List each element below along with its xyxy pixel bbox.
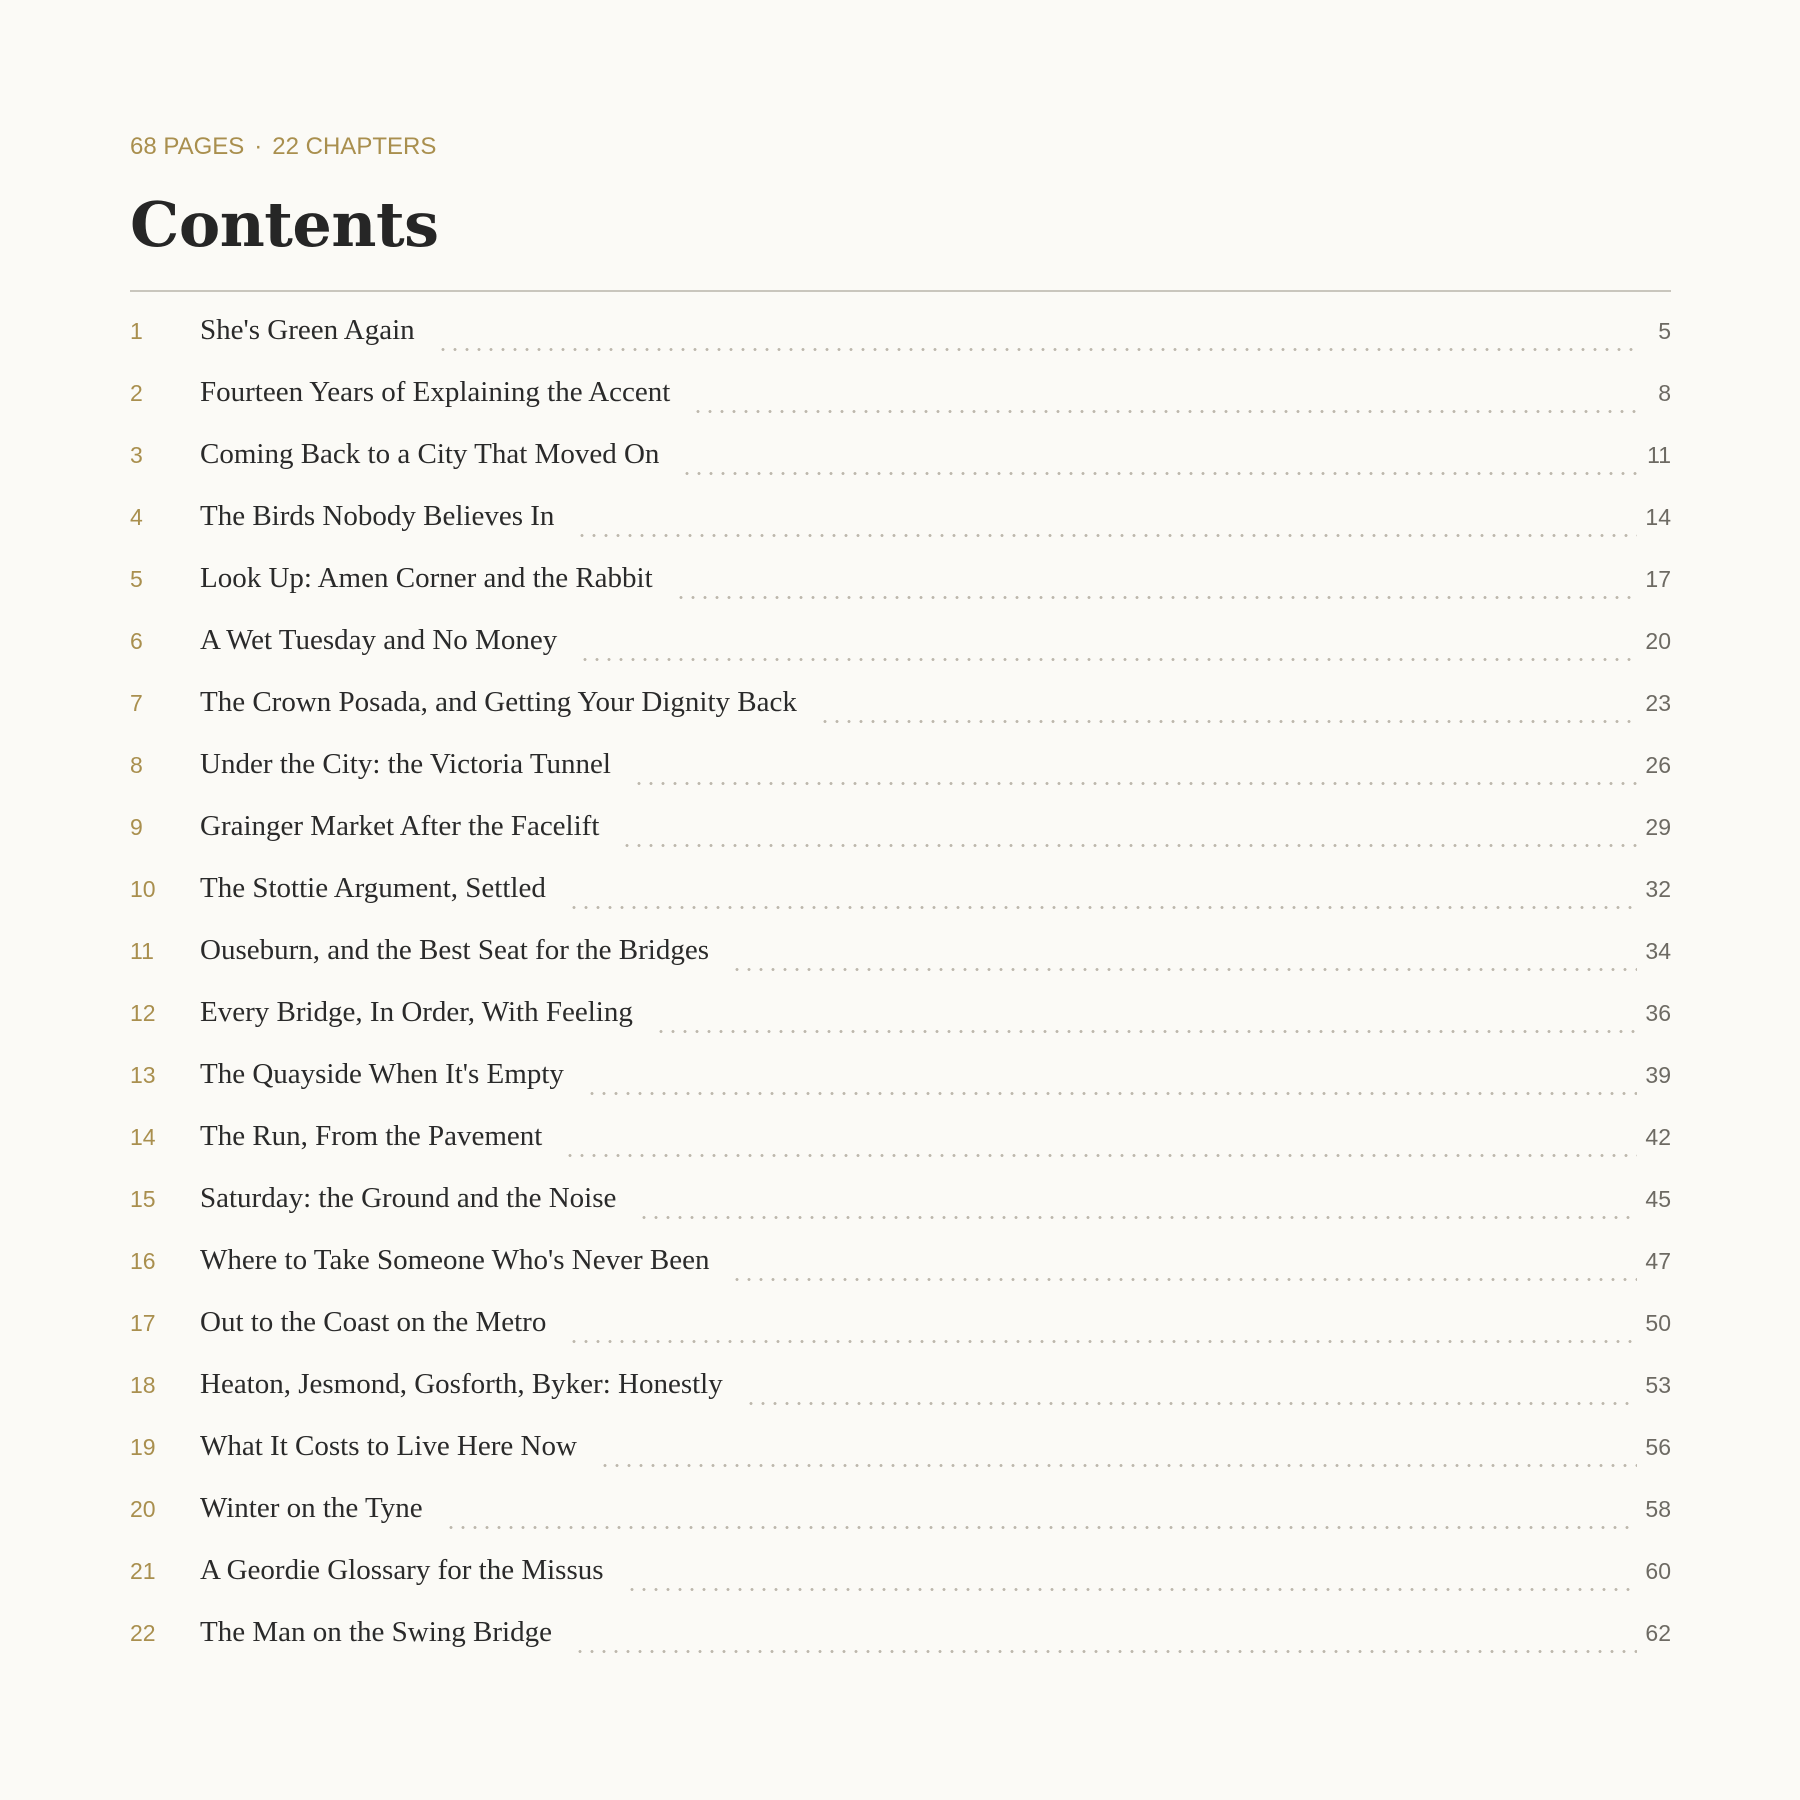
dot-leader: [568, 1340, 1637, 1343]
toc-entry[interactable]: [130, 996, 1671, 1058]
chapter-page-number: 23: [1645, 690, 1671, 716]
chapter-number: 20: [130, 1496, 156, 1522]
chapter-page-number: 32: [1645, 876, 1671, 902]
chapter-title[interactable]: The Quayside When It's Empty: [200, 1058, 564, 1090]
page-title: Contents: [130, 188, 439, 261]
toc-entry[interactable]: [130, 314, 1671, 376]
dot-leader: [568, 906, 1638, 909]
chapter-page-number: 62: [1645, 1620, 1671, 1646]
dot-leader: [586, 1092, 1638, 1095]
chapter-page-number: 20: [1645, 628, 1671, 654]
book-meta: [130, 132, 436, 162]
chapter-page-number: 56: [1645, 1434, 1671, 1460]
toc-entry[interactable]: [130, 438, 1671, 500]
chapter-title[interactable]: Grainger Market After the Facelift: [200, 810, 600, 842]
chapter-number: 8: [130, 752, 143, 778]
dot-leader: [621, 844, 1637, 847]
chapter-title[interactable]: Winter on the Tyne: [200, 1492, 423, 1524]
dot-leader: [655, 1030, 1638, 1033]
toc-entry[interactable]: [130, 1430, 1671, 1492]
chapter-number: 22: [130, 1620, 156, 1646]
chapter-number: 10: [130, 876, 156, 902]
toc-entry[interactable]: [130, 1368, 1671, 1430]
dot-leader: [675, 596, 1638, 599]
chapter-page-number: 29: [1645, 814, 1671, 840]
chapter-number: 2: [130, 380, 143, 406]
toc-entry[interactable]: [130, 376, 1671, 438]
toc-entry[interactable]: [130, 934, 1671, 996]
chapter-number: 7: [130, 690, 143, 716]
dot-leader: [626, 1588, 1638, 1591]
chapter-number: 13: [130, 1062, 156, 1088]
toc-entry[interactable]: [130, 1120, 1671, 1182]
chapter-page-number: 5: [1658, 318, 1671, 344]
chapter-number: 11: [130, 938, 154, 964]
chapter-title[interactable]: The Stottie Argument, Settled: [200, 872, 546, 904]
chapter-page-number: 45: [1645, 1186, 1671, 1212]
toc-entry[interactable]: [130, 686, 1671, 748]
toc-entry[interactable]: [130, 1616, 1671, 1678]
dot-leader: [731, 968, 1637, 971]
chapter-number: 17: [130, 1310, 156, 1336]
chapter-page-number: 36: [1645, 1000, 1671, 1026]
toc-entry[interactable]: [130, 1554, 1671, 1616]
dot-leader: [819, 720, 1638, 723]
chapter-title[interactable]: What It Costs to Live Here Now: [200, 1430, 577, 1462]
chapter-number: 3: [130, 442, 143, 468]
chapter-title[interactable]: Saturday: the Ground and the Noise: [200, 1182, 617, 1214]
toc-entry[interactable]: [130, 810, 1671, 872]
page-count: 68 PAGES: [130, 133, 245, 160]
toc-entry[interactable]: [130, 624, 1671, 686]
chapter-number: 5: [130, 566, 143, 592]
chapter-title[interactable]: Every Bridge, In Order, With Feeling: [200, 996, 633, 1028]
chapter-page-number: 26: [1645, 752, 1671, 778]
dot-leader: [731, 1278, 1637, 1281]
dot-leader: [745, 1402, 1638, 1405]
chapter-number: 9: [130, 814, 143, 840]
chapter-title[interactable]: Look Up: Amen Corner and the Rabbit: [200, 562, 653, 594]
toc-entry[interactable]: [130, 500, 1671, 562]
dot-leader: [599, 1464, 1637, 1467]
meta-separator: ·: [254, 133, 263, 160]
dot-leader: [681, 472, 1639, 475]
chapter-page-number: 47: [1645, 1248, 1671, 1274]
table-of-contents: [130, 314, 1671, 1678]
chapter-page-number: 42: [1645, 1124, 1671, 1150]
chapter-page-number: 50: [1645, 1310, 1671, 1336]
chapter-page-number: 34: [1645, 938, 1671, 964]
dot-leader: [633, 782, 1637, 785]
chapter-page-number: 60: [1645, 1558, 1671, 1584]
chapter-number: 19: [130, 1434, 156, 1460]
chapter-title[interactable]: The Crown Posada, and Getting Your Dignity Back: [200, 686, 797, 718]
toc-entry[interactable]: [130, 1182, 1671, 1244]
chapter-number: 6: [130, 628, 143, 654]
dot-leader: [579, 658, 1637, 661]
title-divider: [130, 290, 1671, 292]
dot-leader: [638, 1216, 1637, 1219]
chapter-title[interactable]: She's Green Again: [200, 314, 415, 346]
toc-entry[interactable]: [130, 748, 1671, 810]
toc-entry[interactable]: [130, 872, 1671, 934]
chapter-page-number: 14: [1645, 504, 1671, 530]
dot-leader: [564, 1154, 1637, 1157]
chapter-title[interactable]: The Birds Nobody Believes In: [200, 500, 555, 532]
chapter-title[interactable]: Where to Take Someone Who's Never Been: [200, 1244, 710, 1276]
chapter-page-number: 58: [1645, 1496, 1671, 1522]
chapter-page-number: 17: [1645, 566, 1671, 592]
chapter-number: 1: [130, 318, 143, 344]
chapter-title[interactable]: Under the City: the Victoria Tunnel: [200, 748, 611, 780]
toc-entry[interactable]: [130, 1306, 1671, 1368]
chapter-title[interactable]: Coming Back to a City That Moved On: [200, 438, 660, 470]
chapter-number: 18: [130, 1372, 156, 1398]
chapter-page-number: 11: [1647, 442, 1671, 468]
dot-leader: [576, 534, 1637, 537]
chapter-number: 14: [130, 1124, 156, 1150]
chapter-number: 12: [130, 1000, 156, 1026]
chapter-title[interactable]: Heaton, Jesmond, Gosforth, Byker: Honestly: [200, 1368, 723, 1400]
chapter-page-number: 39: [1645, 1062, 1671, 1088]
dot-leader: [692, 410, 1639, 413]
toc-entry[interactable]: [130, 1058, 1671, 1120]
chapter-count: 22 CHAPTERS: [272, 133, 437, 160]
chapter-title[interactable]: Out to the Coast on the Metro: [200, 1306, 547, 1338]
chapter-number: 4: [130, 504, 143, 530]
chapter-title[interactable]: The Run, From the Pavement: [200, 1120, 543, 1152]
chapter-title[interactable]: Fourteen Years of Explaining the Accent: [200, 376, 671, 408]
chapter-title[interactable]: The Man on the Swing Bridge: [200, 1616, 552, 1648]
dot-leader: [445, 1526, 1638, 1529]
toc-entry[interactable]: [130, 1244, 1671, 1306]
chapter-title[interactable]: A Geordie Glossary for the Missus: [200, 1554, 604, 1586]
chapter-page-number: 53: [1645, 1372, 1671, 1398]
toc-entry[interactable]: [130, 562, 1671, 624]
chapter-page-number: 8: [1658, 380, 1671, 406]
dot-leader: [574, 1650, 1637, 1653]
toc-entry[interactable]: [130, 1492, 1671, 1554]
chapter-title[interactable]: A Wet Tuesday and No Money: [200, 624, 558, 656]
chapter-number: 21: [130, 1558, 156, 1584]
chapter-number: 16: [130, 1248, 156, 1274]
chapter-title[interactable]: Ouseburn, and the Best Seat for the Bridges: [200, 934, 710, 966]
chapter-number: 15: [130, 1186, 156, 1212]
dot-leader: [437, 348, 1639, 351]
